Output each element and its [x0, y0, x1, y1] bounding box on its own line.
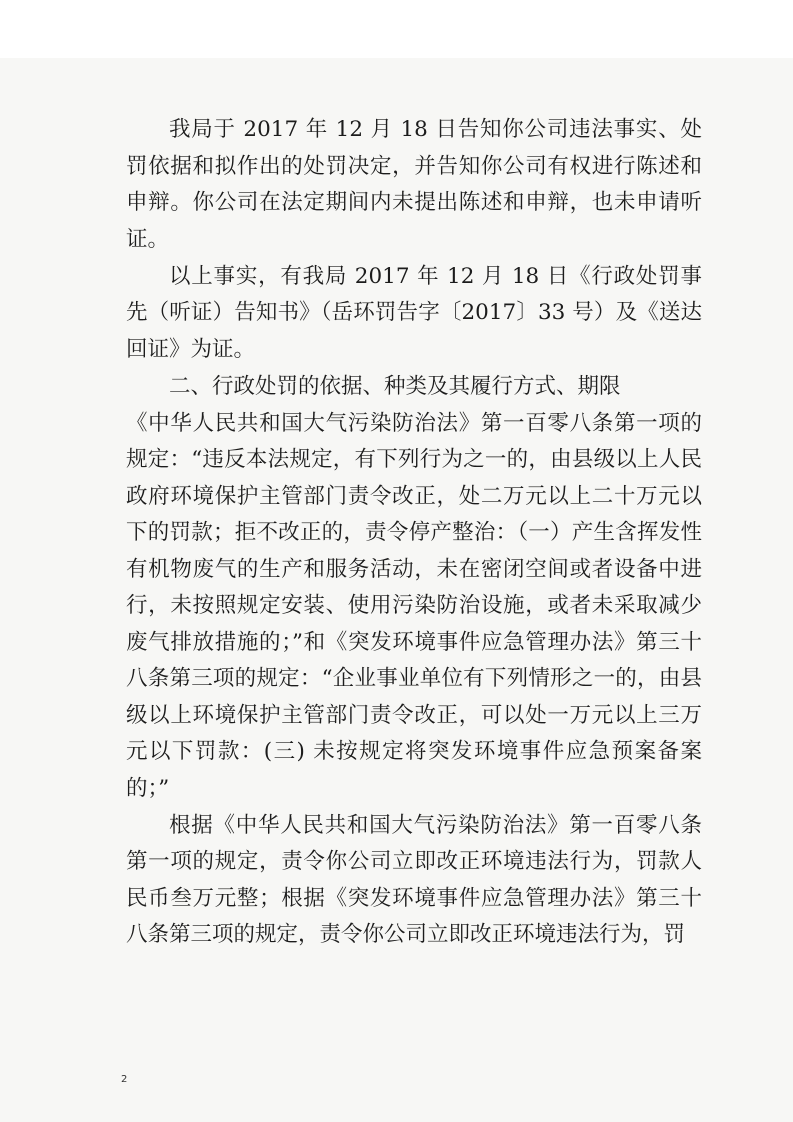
paragraph-notice: 我局于 2017 年 12 月 18 日告知你公司违法事实、处罚依据和拟作出的处罚决定，并告知你公司有权进行陈述和申辩。你公司在法定期间内未提出陈述和申辩，也未申请听证。 [126, 117, 702, 252]
page-number: 2 [121, 1074, 128, 1085]
document-body [126, 112, 702, 954]
scan-border-top [0, 0, 793, 58]
paragraph-evidence: 以上事实，有我局 2017 年 12 月 18 日《行政处罚事先（听证）告知书》（岳环罚告字〔2017〕33 号）及《送达回证》为证。 [126, 263, 702, 362]
paragraph-legal-basis: 《中华人民共和国大气污染防治法》第一百零八条第一项的规定：“违反本法规定，有下列行为之一的，由县级以上人民政府环境保护主管部门责令改正，处二万元以上二十万元以下的罚款；拒不改正的，责令停产整治：（一）产生含挥发性有机物废气的生产和服务活动，未在密闭空间或者设备中进行，未按照规定安装、使用污染防治设施，或者未采取减少废气排放措施的；”和《突发环境事件应急管理办法》第三十八条第三项的规定：“企业事业单位有下列情形之一的，由县级以上环境保护主管部门责令改正，可以处一万元以上三万元以下罚款：(三) 未按规定将突发环境事件应急预案备案的；” [126, 410, 702, 801]
section-heading: 二、行政处罚的依据、种类及其履行方式、期限 [169, 373, 621, 399]
paragraph-decision: 根据《中华人民共和国大气污染防治法》第一百零八条第一项的规定，责令你公司立即改正环境违法行为，罚款人民币叁万元整；根据《突发环境事件应急管理办法》第三十八条第三项的规定，责令你公司立即改正环境违法行为，罚 [126, 812, 702, 947]
